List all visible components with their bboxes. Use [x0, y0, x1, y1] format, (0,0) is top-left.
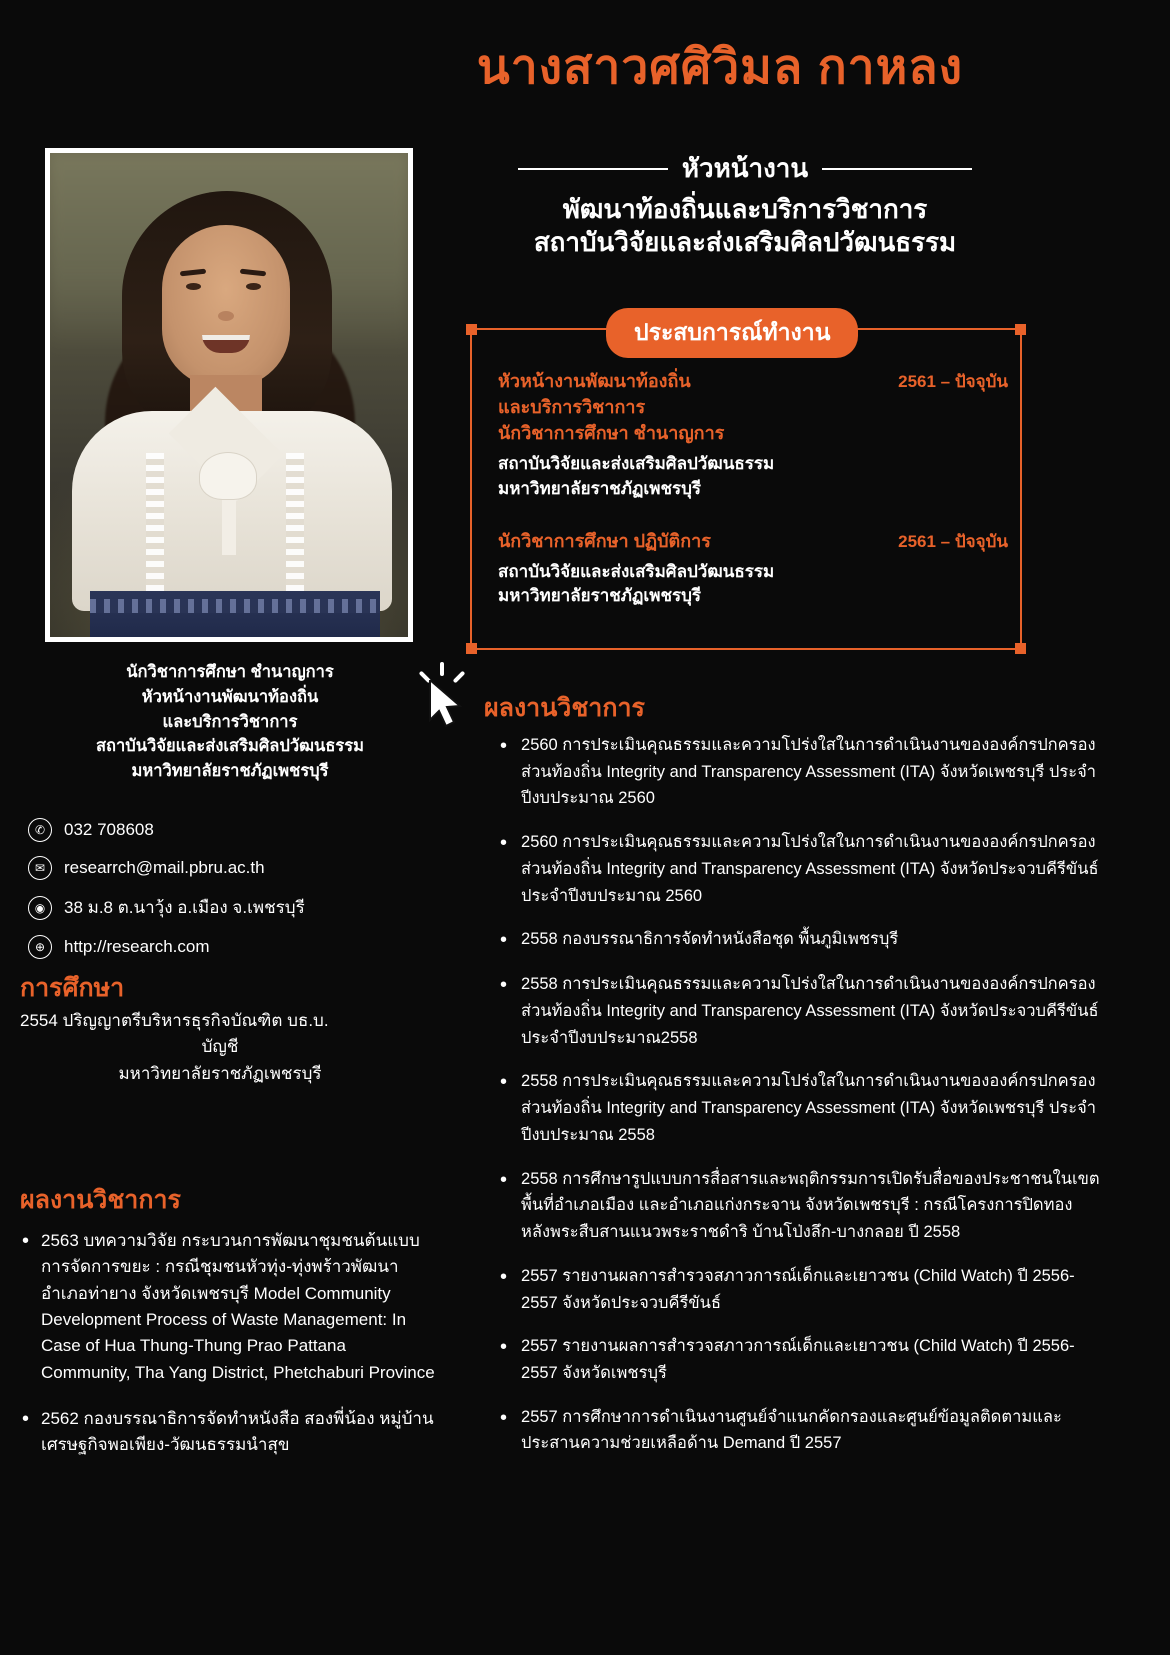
contact-item-address[interactable] — [28, 894, 418, 921]
corner-marker-bottom-right — [1015, 643, 1026, 654]
list-item-text: 2558 กองบรรณาธิการจัดทำหนังสือชุด พื้นภูมิเพชรบุรี — [521, 930, 899, 949]
divider-right — [822, 168, 972, 170]
experience-org-line-1: สถาบันวิจัยและส่งเสริมศิลปวัฒนธรรม — [498, 561, 775, 581]
caption-line-1: นักวิชาการศึกษา ชำนาญการ — [126, 663, 334, 681]
education-block — [20, 1008, 420, 1087]
mouse-cursor-icon — [420, 662, 472, 732]
page-title: นางสาวศศิวิมล กาหลง — [476, 41, 964, 94]
email-icon: ✉ — [28, 856, 52, 880]
bullet-icon: • — [500, 1336, 508, 1359]
contact-list — [28, 818, 418, 973]
experience-item — [498, 368, 1008, 502]
experience-role-line-3: นักวิชาการศึกษา ชำนาญการ — [498, 423, 725, 444]
list-item — [500, 732, 1100, 812]
contact-item-email[interactable] — [28, 856, 418, 880]
bullet-icon: • — [500, 929, 508, 952]
phone-icon: ✆ — [28, 818, 52, 842]
location-icon: ◉ — [28, 896, 52, 920]
experience-item — [498, 528, 1008, 609]
bullet-icon: • — [22, 1408, 30, 1431]
list-item — [500, 1404, 1100, 1457]
academic-works-list-left — [22, 1228, 437, 1479]
contact-website-text: http://research.com — [64, 937, 210, 956]
bullet-icon: • — [22, 1230, 30, 1252]
experience-role-line-1: นักวิชาการศึกษา ปฏิบัติการ — [498, 530, 711, 551]
academic-works-heading-right: ผลงานวิชาการ — [484, 694, 645, 722]
bullet-icon: • — [500, 1406, 508, 1429]
photo-caption — [40, 660, 420, 784]
role-line-1: หัวหน้างาน — [681, 153, 809, 183]
list-item — [500, 1263, 1100, 1316]
list-item — [500, 1333, 1100, 1386]
list-item — [22, 1406, 437, 1459]
list-item-text: 2558 การประเมินคุณธรรมและความโปร่งใสในการดำเนินงานขององค์กรปกครองส่วนท้องถิ่น Integrity and Transparency Assessment (ITA) จังหวัดประจวบคีรีขันธ์ ประจำปีงบประมาณ2558 — [521, 975, 1099, 1047]
skirt-pattern — [90, 599, 380, 613]
list-item — [500, 1166, 1100, 1246]
list-item — [500, 926, 1100, 954]
education-heading: การศึกษา — [20, 974, 125, 1002]
contact-item-phone[interactable] — [28, 818, 418, 842]
caption-line-2: หัวหน้างานพัฒนาท้องถิ่น — [141, 687, 319, 706]
list-item-text: 2560 การประเมินคุณธรรมและความโปร่งใสในการดำเนินงานขององค์กรปกครองส่วนท้องถิ่น Integrity and Transparency Assessment (ITA) จังหวัดเพชรบุรี ประจำปีงบประมาณ 2560 — [521, 736, 1097, 808]
academic-works-list-right — [500, 732, 1100, 1474]
nose — [218, 311, 234, 321]
bullet-icon: • — [500, 1168, 508, 1191]
eye-left — [186, 283, 201, 290]
lace-right — [286, 453, 304, 613]
caption-line-4: สถาบันวิจัยและส่งเสริมศิลปวัฒนธรรม — [95, 737, 365, 756]
list-item — [500, 829, 1100, 909]
list-item-text: 2560 การประเมินคุณธรรมและความโปร่งใสในการดำเนินงานขององค์กรปกครองส่วนท้องถิ่น Integrity and Transparency Assessment (ITA) จังหวัดประจวบคีรีขันธ์ ประจำปีงบประมาณ 2560 — [521, 833, 1099, 905]
corner-marker-top-right — [1015, 324, 1026, 335]
experience-list — [498, 368, 1008, 627]
experience-org-line-1: สถาบันวิจัยและส่งเสริมศิลปวัฒนธรรม — [498, 454, 775, 474]
list-item-text: 2557 การศึกษาการดำเนินงานศูนย์จำแนกคัดกรองและศูนย์ข้อมูลติดตามและประสานความช่วยเหลือด้าน Demand ปี 2557 — [521, 1407, 1062, 1453]
bullet-icon: • — [500, 735, 508, 757]
contact-item-website[interactable] — [28, 935, 418, 959]
contact-email-text: researrch@mail.pbru.ac.th — [64, 858, 265, 877]
role-line-2: พัฒนาท้องถิ่นและบริการวิชาการ — [562, 194, 928, 224]
experience-pill-label: ประสบการณ์ทำงาน — [606, 308, 858, 358]
face — [162, 225, 290, 387]
education-line-2: บัญชี — [201, 1037, 239, 1057]
bullet-icon: • — [500, 1265, 508, 1288]
list-item — [500, 971, 1100, 1051]
bullet-icon: • — [500, 974, 508, 997]
lace-left — [146, 453, 164, 613]
list-item-text: 2563 บทความวิจัย กระบวนการพัฒนาชุมชนต้นแบบการจัดการขยะ : กรณีชุมชนหัวทุ่ง-ทุ่งพร้าวพัฒนา อำเภอท่ายาง จังหวัดเพชรบุรี Model Community Development Process of Waste Management: In Case of Hua Thung-Thung Prao Pattana Community, Tha Yang District, Phetchaburi Province — [41, 1231, 435, 1382]
experience-role-line-2: และบริการวิชาการ — [498, 397, 646, 418]
academic-works-heading-left: ผลงานวิชาการ — [20, 1186, 181, 1214]
contact-address-text: 38 ม.8 ต.นาวุ้ง อ.เมือง จ.เพชรบุรี — [64, 898, 305, 917]
list-item-text: 2558 การศึกษารูปแบบการสื่อสารและพฤติกรรมการเปิดรับสื่อของประชาชนในเขตพื้นที่อำเภอเมือง และอำเภอแก่งกระจาน จังหวัดเพชรบุรี : กรณีโครงการปิดทองหลังพระสืบสานแนวพระราชดำริ บ้านโป่งลึก-บางกลอย ปี 2558 — [521, 1169, 1100, 1242]
role-block — [455, 148, 1035, 258]
list-item-text: 2562 กองบรรณาธิการจัดทำหนังสือ สองพี่น้อง หมู่บ้านเศรษฐกิจพอเพียง-วัฒนธรรมนำสุข — [41, 1409, 434, 1455]
corner-marker-bottom-left — [466, 643, 477, 654]
education-line-3: มหาวิทยาลัยราชภัฏเพชรบุรี — [118, 1063, 322, 1083]
experience-org-line-2: มหาวิทยาลัยราชภัฏเพชรบุรี — [498, 586, 702, 606]
globe-icon: ⊕ — [28, 935, 52, 959]
corner-marker-top-left — [466, 324, 477, 335]
eye-right — [246, 283, 261, 290]
experience-years: 2561 – ปัจจุบัน — [898, 531, 1008, 551]
education-line-1: 2554 ปริญญาตรีบริหารธุรกิจบัณฑิต บธ.บ. — [20, 1011, 329, 1030]
list-item-text: 2558 การประเมินคุณธรรมและความโปร่งใสในการดำเนินงานขององค์กรปกครองส่วนท้องถิ่น Integrity and Transparency Assessment (ITA) จังหวัดเพชรบุรี ประจำปีงบประมาณ 2558 — [521, 1072, 1097, 1144]
list-item — [22, 1228, 437, 1386]
divider-left — [518, 168, 668, 170]
list-item-text: 2557 รายงานผลการสำรวจสภาวการณ์เด็กและเยาวชน (Child Watch) ปี 2556-2557 จังหวัดเพชรบุรี — [521, 1337, 1075, 1382]
list-item-text: 2557 รายงานผลการสำรวจสภาวการณ์เด็กและเยาวชน (Child Watch) ปี 2556-2557 จังหวัดประจวบคีรีขันธ์ — [521, 1266, 1075, 1312]
experience-role-line-1: หัวหน้างานพัฒนาท้องถิ่น — [498, 371, 691, 391]
bow — [200, 453, 256, 499]
portrait-photo — [45, 148, 413, 642]
experience-org-line-2: มหาวิทยาลัยราชภัฏเพชรบุรี — [498, 478, 702, 498]
caption-line-3: และบริการวิชาการ — [162, 712, 298, 731]
bullet-icon: • — [500, 832, 508, 855]
bullet-icon: • — [500, 1071, 508, 1094]
list-item — [500, 1068, 1100, 1148]
role-line-3: สถาบันวิจัยและส่งเสริมศิลปวัฒนธรรม — [533, 226, 957, 257]
experience-years: 2561 – ปัจจุบัน — [898, 372, 1008, 391]
contact-phone-text: 032 708608 — [64, 820, 154, 839]
caption-line-5: มหาวิทยาลัยราชภัฏเพชรบุรี — [131, 762, 329, 780]
